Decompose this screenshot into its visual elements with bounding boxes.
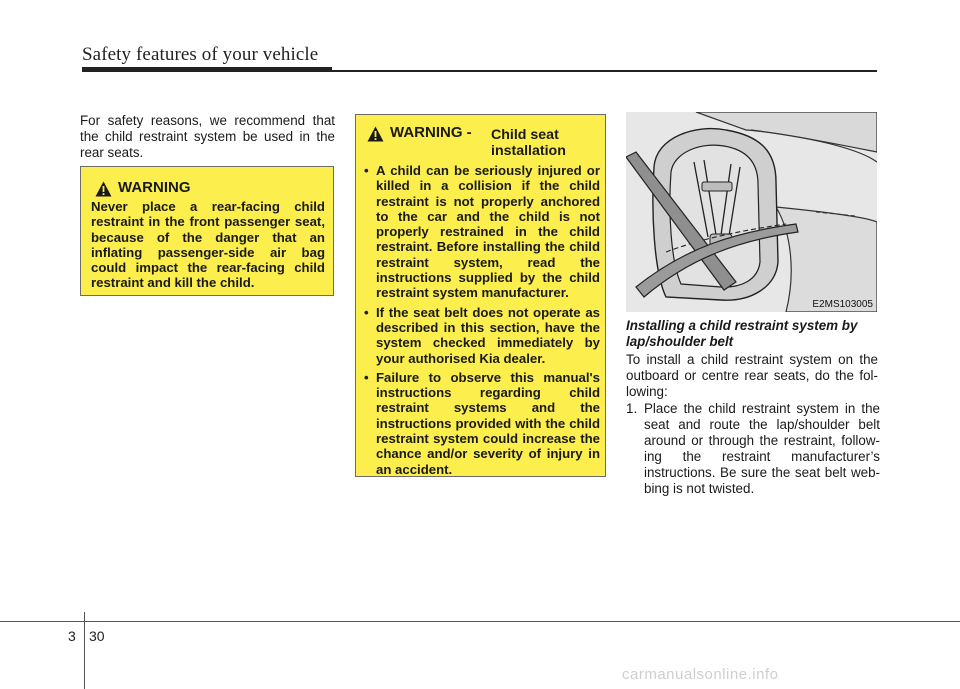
warning-triangle-icon — [95, 181, 112, 197]
warning-box-child-seat-installation — [355, 114, 606, 477]
warning-list — [364, 163, 600, 481]
page-header-title: Safety features of your vehicle — [82, 44, 319, 65]
warning-triangle-icon — [367, 126, 384, 142]
footer-divider — [84, 612, 85, 689]
warning-box-front-seat — [80, 166, 334, 296]
warning-list-item: • Failure to observe this manual's instructions regarding child restraint systems and the instructions provided with the child restraint system could increase the chance and/or severity of injury in an accident. — [364, 370, 600, 477]
watermark-text: carmanualsonline.info — [622, 666, 779, 683]
body-paragraph: To install a child restraint system on the outboard or centre rear seats, do the fol-lowing: — [626, 352, 878, 399]
warning-list-item: • If the seat belt does not operate as described in this section, have the system checked immediately by your authorised Kia dealer. — [364, 305, 600, 366]
warning-heading: WARNING - — [390, 124, 472, 141]
intro-paragraph: For safety reasons, we recommend that the child restraint system be used in the rear seats. — [80, 113, 335, 160]
instruction-step-1 — [626, 401, 880, 497]
warning-list-item: • A child can be seriously injured or killed in a collision if the child restraint is not properly anchored to the car and the child is not properly restrained in the child restraint. Before installing the child restraint system, read the instructions supplied by the child restraint system manufacturer. — [364, 163, 600, 301]
warning-subheading: Child seat installation — [491, 127, 566, 159]
footer-rule — [0, 621, 960, 622]
figure-code: E2MS103005 — [812, 299, 873, 310]
header-rule — [82, 70, 877, 72]
page-number: 30 — [89, 628, 105, 644]
child-seat-illustration — [626, 112, 877, 312]
step-text: Place the child restraint system in the seat and route the lap/shoulder belt around or through the restraint, follow-ing the restraint manufacturer’s instructions. Be sure the seat belt web-bing is not twisted. — [644, 401, 880, 496]
warning-text: Never place a rear-facing child restraint in the front passenger seat, because of the danger that an inflating passenger-side air bag could impact the rear-facing child restraint and kill the child. — [91, 199, 325, 291]
warning-heading: WARNING — [118, 179, 191, 196]
step-number: 1. — [626, 401, 638, 416]
chapter-number: 3 — [68, 628, 76, 644]
child-seat-drawing — [626, 112, 877, 312]
figure-caption: Installing a child restraint system by lap/shoulder belt — [626, 318, 858, 349]
